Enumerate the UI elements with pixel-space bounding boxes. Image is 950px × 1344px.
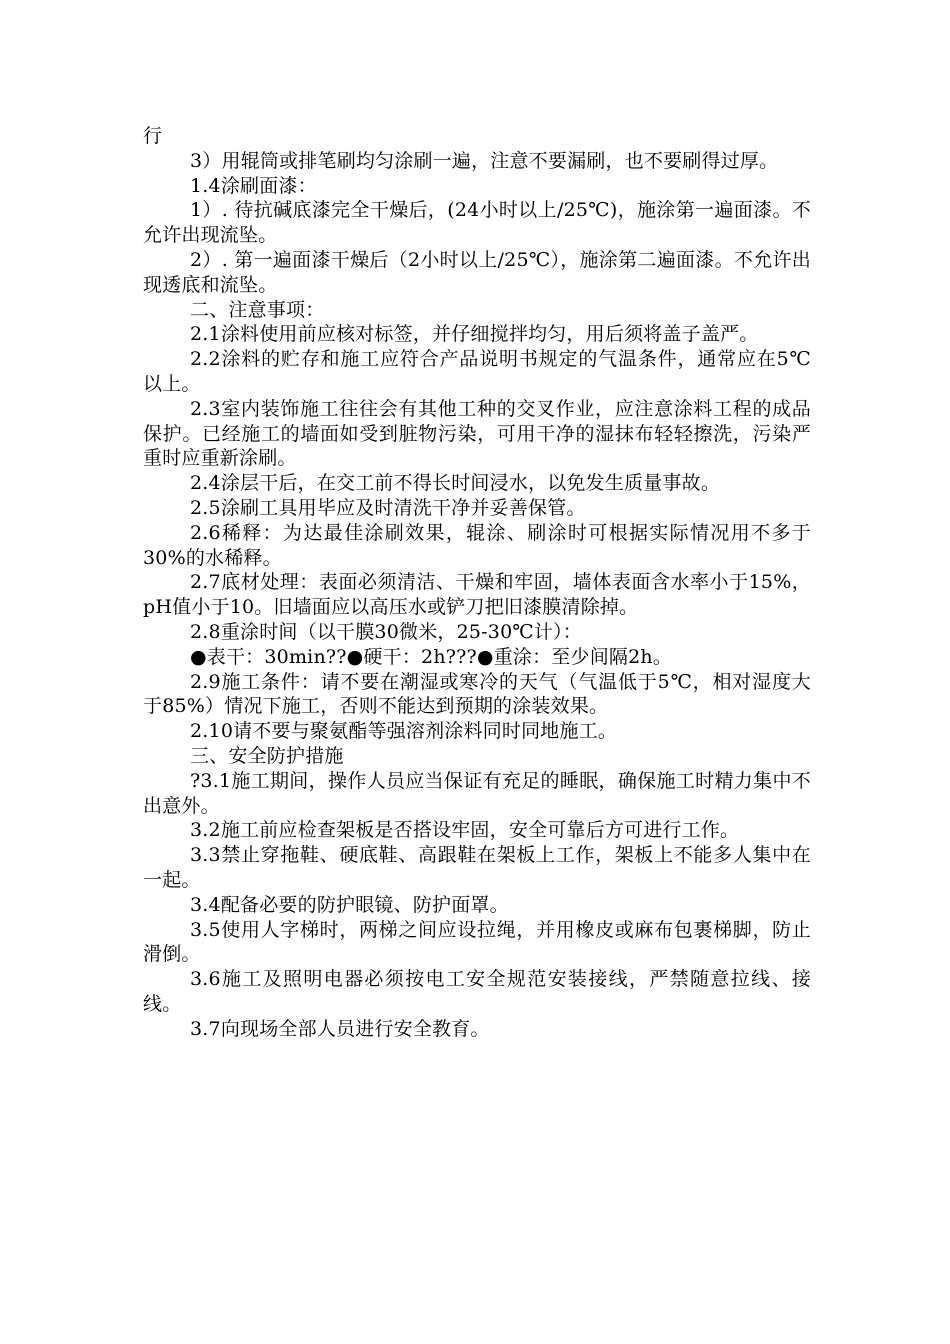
document-paragraph: ?3.1施工期间，操作人员应当保证有充足的睡眠，确保施工时精力集中不出意外。	[143, 769, 811, 817]
document-paragraph: 2.3室内装饰施工往往会有其他工种的交叉作业，应注意涂料工程的成品保护。已经施工的墙面如受到脏物污染，可用干净的湿抹布轻轻擦洗，污染严重时应重新涂刷。	[143, 397, 811, 470]
document-paragraph: 3.6施工及照明电器必须按电工安全规范安装接线，严禁随意拉线、接线。	[143, 968, 811, 1015]
document-body	[143, 124, 811, 1041]
document-paragraph: 3.4配备必要的防护眼镜、防护面罩。	[190, 893, 509, 916]
document-paragraph: 2.7底材处理：表面必须清洁、干燥和牢固，墙体表面含水率小于15%，pH值小于10。旧墙面应以高压水或铲刀把旧漆膜清除掉。	[143, 571, 811, 619]
document-paragraph: 2.2涂料的贮存和施工应符合产品说明书规定的气温条件，通常应在5℃以上。	[143, 348, 811, 395]
document-paragraph: 2.6稀释：为达最佳涂刷效果，辊涂、刷涂时可根据实际情况用不多于30%的水稀释。	[143, 521, 811, 569]
document-paragraph: 2.1涂料使用前应核对标签，并仔细搅拌均匀，用后须将盖子盖严。	[190, 323, 759, 346]
document-paragraph: 3.5使用人字梯时，两梯之间应设拉绳，并用橡皮或麻布包裹梯脚，防止滑倒。	[143, 918, 811, 966]
document-paragraph: 1.4涂刷面漆：	[190, 174, 317, 197]
document-paragraph: 二、注意事项：	[190, 298, 325, 321]
document-paragraph: 2.8重涂时间（以干膜30微米，25-30℃计）：	[190, 620, 582, 643]
document-paragraph: ●表干：30min??●硬干：2h???●重涂：至少间隔2h。	[190, 645, 673, 668]
document-paragraph: 2）. 第一遍面漆干燥后（2小时以上/25℃），施涂第二遍面漆。不允许出现透底和流坠。	[143, 248, 811, 296]
document-paragraph: 2.10请不要与聚氨酯等强溶剂涂料同时同地施工。	[190, 720, 618, 743]
document-paragraph: 2.5涂刷工具用毕应及时清洗干净并妥善保管。	[190, 496, 586, 519]
document-paragraph: 3.3禁止穿拖鞋、硬底鞋、高跟鞋在架板上工作，架板上不能多人集中在一起。	[143, 844, 811, 891]
document-paragraph: 1）. 待抗碱底漆完全干燥后，(24小时以上/25℃)，施涂第一遍面漆。不允许出现流坠。	[143, 199, 811, 247]
document-paragraph: 3）用辊筒或排笔刷均匀涂刷一遍，注意不要漏刷，也不要刷得过厚。	[190, 149, 779, 172]
document-paragraph: 3.7向现场全部人员进行安全教育。	[190, 1017, 490, 1040]
document-paragraph: 3.2施工前应检查架板是否搭设牢固，安全可靠后方可进行工作。	[190, 819, 740, 842]
document-paragraph: 2.4涂层干后，在交工前不得长时间浸水，以免发生质量事故。	[190, 472, 721, 495]
document-paragraph: 三、安全防护措施	[190, 744, 344, 767]
document-paragraph: 行	[143, 125, 163, 147]
document-paragraph: 2.9施工条件：请不要在潮湿或寒冷的天气（气温低于5℃，相对湿度大于85%）情况下施工，否则不能达到预期的涂装效果。	[143, 670, 811, 718]
